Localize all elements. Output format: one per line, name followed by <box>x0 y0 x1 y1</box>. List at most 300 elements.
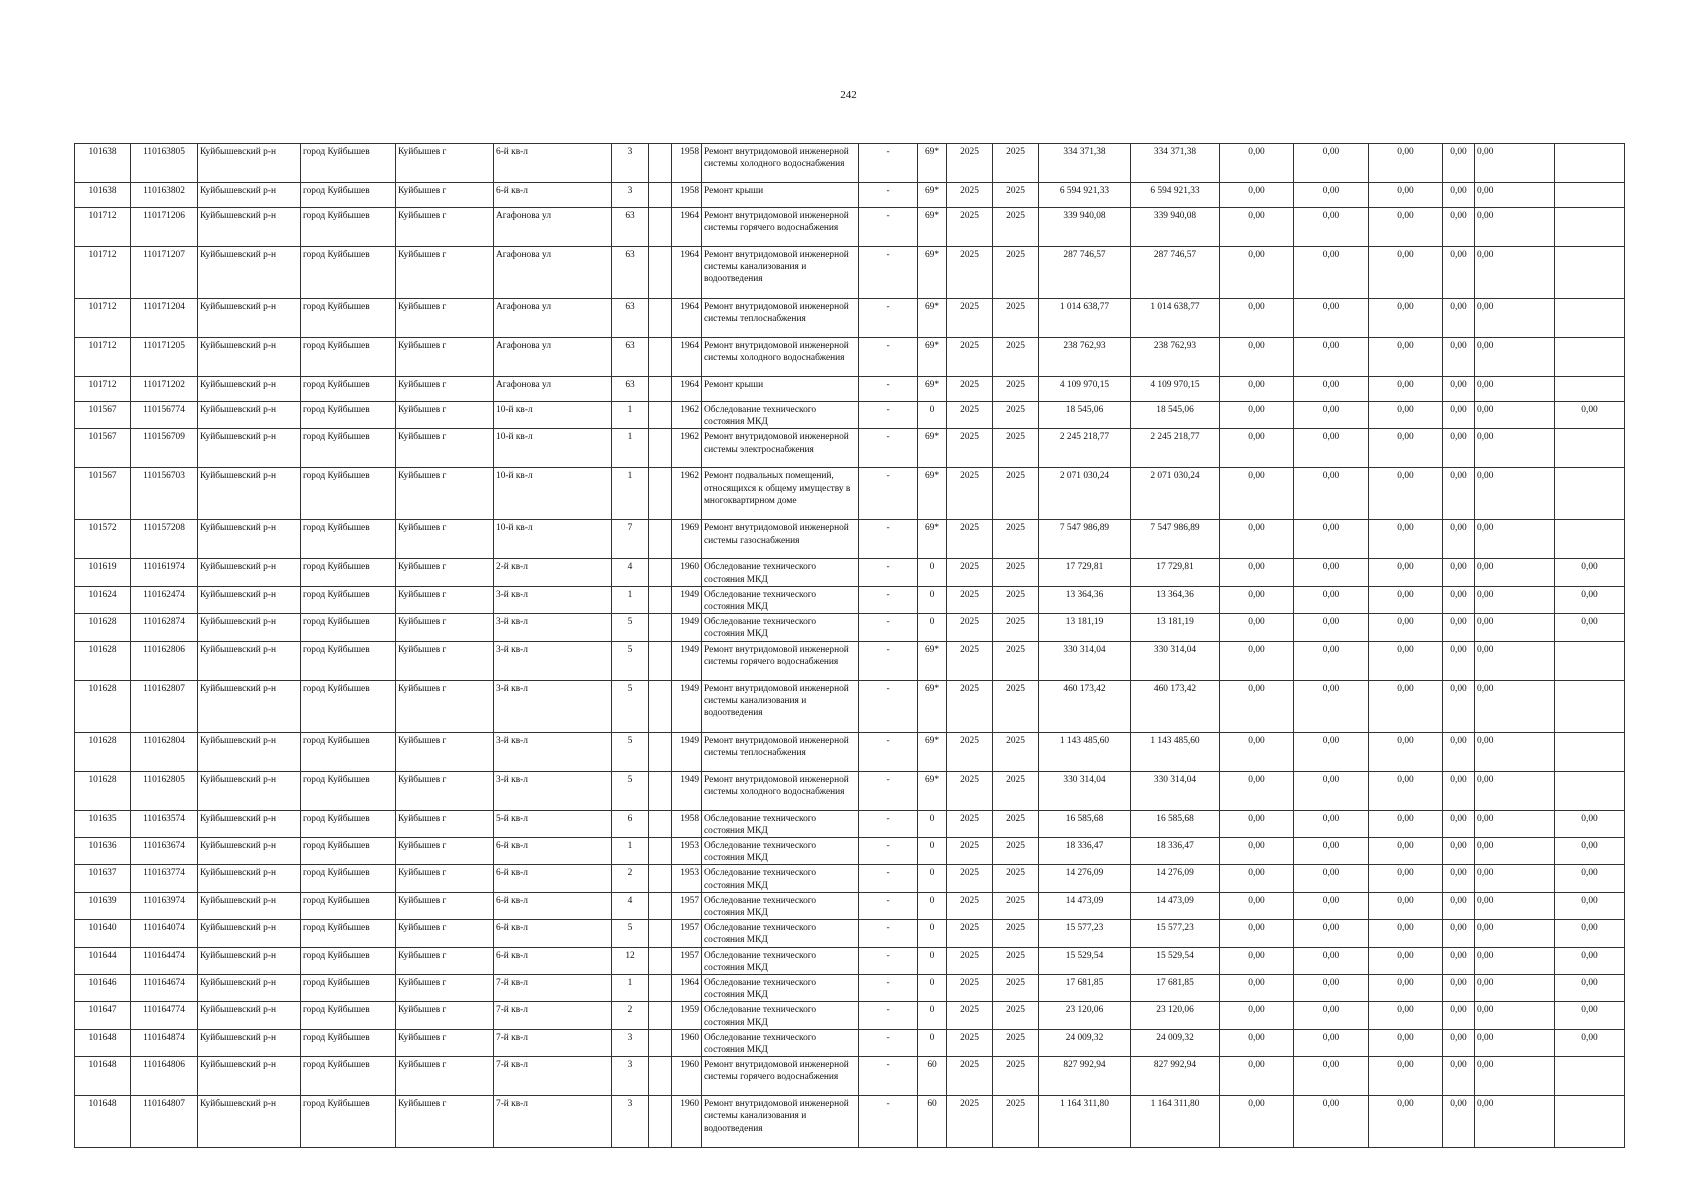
municipality-cell: город Куйбышев <box>301 247 396 299</box>
value-cell-1: 0,00 <box>1220 680 1294 732</box>
value-cell-1: 0,00 <box>1220 299 1294 338</box>
locality-cell: Куйбышев г <box>396 680 494 732</box>
fund-cost-cell: 4 109 970,15 <box>1131 377 1220 402</box>
value-cell-6 <box>1555 732 1625 771</box>
fund-cost-cell: 14 473,09 <box>1131 892 1220 919</box>
house-id-cell: 101628 <box>75 641 131 680</box>
value-cell-5: 0,00 <box>1475 771 1555 810</box>
house-number-cell: 5 <box>612 614 649 641</box>
house-number-cell: 1 <box>612 402 649 429</box>
street-cell: Агафонова ул <box>494 338 612 377</box>
dash-cell: - <box>859 208 918 247</box>
fund-cost-cell: 13 181,19 <box>1131 614 1220 641</box>
house-id-cell: 101628 <box>75 614 131 641</box>
fund-cost-cell: 330 314,04 <box>1131 771 1220 810</box>
municipality-cell: город Куйбышев <box>301 1096 396 1148</box>
municipality-cell: город Куйбышев <box>301 429 396 468</box>
house-number-cell: 6 <box>612 810 649 837</box>
district-cell: Куйбышевский р-н <box>198 183 301 208</box>
work-code-cell: 110164806 <box>131 1057 198 1096</box>
table-row <box>75 1002 1625 1029</box>
value-cell-3: 0,00 <box>1369 429 1443 468</box>
value-cell-4: 0,00 <box>1443 838 1475 865</box>
dash-cell: - <box>859 614 918 641</box>
locality-cell: Куйбышев г <box>396 559 494 586</box>
fund-cost-cell: 23 120,06 <box>1131 1002 1220 1029</box>
work-code-cell: 110156774 <box>131 402 198 429</box>
value-cell-5: 0,00 <box>1475 520 1555 559</box>
wear-norm-cell: 0 <box>918 975 947 1002</box>
wear-norm-cell: 69* <box>918 338 947 377</box>
value-cell-2: 0,00 <box>1294 247 1369 299</box>
value-cell-1: 0,00 <box>1220 377 1294 402</box>
house-id-cell: 101619 <box>75 559 131 586</box>
work-code-cell: 110162807 <box>131 680 198 732</box>
work-type-cell: Ремонт внутридомовой инженерной системы теплоснабжения <box>702 299 859 338</box>
work-type-cell: Ремонт внутридомовой инженерной системы канализования и водоотведения <box>702 247 859 299</box>
start-year-cell: 2025 <box>947 183 993 208</box>
dash-cell: - <box>859 468 918 520</box>
end-year-cell: 2025 <box>993 865 1039 892</box>
value-cell-6 <box>1555 680 1625 732</box>
work-code-cell: 110164874 <box>131 1029 198 1056</box>
value-cell-3: 0,00 <box>1369 520 1443 559</box>
value-cell-3: 0,00 <box>1369 732 1443 771</box>
table-row <box>75 1029 1625 1056</box>
value-cell-3: 0,00 <box>1369 1002 1443 1029</box>
value-cell-2: 0,00 <box>1294 144 1369 183</box>
value-cell-4: 0,00 <box>1443 680 1475 732</box>
dash-cell: - <box>859 771 918 810</box>
house-number-cell: 5 <box>612 771 649 810</box>
table-row <box>75 559 1625 586</box>
table-row <box>75 975 1625 1002</box>
district-cell: Куйбышевский р-н <box>198 771 301 810</box>
value-cell-5: 0,00 <box>1475 468 1555 520</box>
district-cell: Куйбышевский р-н <box>198 641 301 680</box>
build-year-cell: 1949 <box>672 641 702 680</box>
municipality-cell: город Куйбышев <box>301 614 396 641</box>
total-cost-cell: 6 594 921,33 <box>1039 183 1131 208</box>
value-cell-4: 0,00 <box>1443 208 1475 247</box>
value-cell-5: 0,00 <box>1475 1002 1555 1029</box>
start-year-cell: 2025 <box>947 338 993 377</box>
locality-cell: Куйбышев г <box>396 771 494 810</box>
table-row <box>75 1057 1625 1096</box>
value-cell-6: 0,00 <box>1555 865 1625 892</box>
house-number-cell: 63 <box>612 377 649 402</box>
value-cell-2: 0,00 <box>1294 641 1369 680</box>
start-year-cell: 2025 <box>947 299 993 338</box>
dash-cell: - <box>859 429 918 468</box>
dash-cell: - <box>859 1057 918 1096</box>
table-row <box>75 892 1625 919</box>
build-year-cell: 1949 <box>672 680 702 732</box>
value-cell-6 <box>1555 468 1625 520</box>
locality-cell: Куйбышев г <box>396 975 494 1002</box>
value-cell-2: 0,00 <box>1294 1057 1369 1096</box>
value-cell-1: 0,00 <box>1220 771 1294 810</box>
district-cell: Куйбышевский р-н <box>198 614 301 641</box>
start-year-cell: 2025 <box>947 1057 993 1096</box>
municipality-cell: город Куйбышев <box>301 732 396 771</box>
fund-cost-cell: 13 364,36 <box>1131 586 1220 613</box>
value-cell-1: 0,00 <box>1220 641 1294 680</box>
fund-cost-cell: 18 545,06 <box>1131 402 1220 429</box>
value-cell-5: 0,00 <box>1475 680 1555 732</box>
value-cell-1: 0,00 <box>1220 838 1294 865</box>
value-cell-1: 0,00 <box>1220 920 1294 947</box>
value-cell-6 <box>1555 299 1625 338</box>
value-cell-5: 0,00 <box>1475 920 1555 947</box>
value-cell-4: 0,00 <box>1443 183 1475 208</box>
build-year-cell: 1962 <box>672 429 702 468</box>
work-code-cell: 110171205 <box>131 338 198 377</box>
street-cell: 6-й кв-л <box>494 947 612 974</box>
work-type-cell: Ремонт внутридомовой инженерной системы горячего водоснабжения <box>702 641 859 680</box>
total-cost-cell: 2 071 030,24 <box>1039 468 1131 520</box>
end-year-cell: 2025 <box>993 680 1039 732</box>
build-year-cell: 1964 <box>672 377 702 402</box>
district-cell: Куйбышевский р-н <box>198 865 301 892</box>
fund-cost-cell: 7 547 986,89 <box>1131 520 1220 559</box>
district-cell: Куйбышевский р-н <box>198 810 301 837</box>
work-code-cell: 110163674 <box>131 838 198 865</box>
start-year-cell: 2025 <box>947 402 993 429</box>
table-row <box>75 402 1625 429</box>
house-number-cell: 1 <box>612 586 649 613</box>
page-number: 242 <box>840 89 857 101</box>
build-year-cell: 1949 <box>672 614 702 641</box>
work-type-cell: Ремонт внутридомовой инженерной системы холодного водоснабжения <box>702 144 859 183</box>
build-year-cell: 1959 <box>672 1002 702 1029</box>
value-cell-3: 0,00 <box>1369 838 1443 865</box>
value-cell-5: 0,00 <box>1475 559 1555 586</box>
build-year-cell: 1964 <box>672 975 702 1002</box>
value-cell-4: 0,00 <box>1443 144 1475 183</box>
value-cell-2: 0,00 <box>1294 975 1369 1002</box>
table-row <box>75 247 1625 299</box>
municipality-cell: город Куйбышев <box>301 183 396 208</box>
building-cell <box>649 947 672 974</box>
start-year-cell: 2025 <box>947 680 993 732</box>
table-row <box>75 144 1625 183</box>
end-year-cell: 2025 <box>993 144 1039 183</box>
value-cell-3: 0,00 <box>1369 247 1443 299</box>
locality-cell: Куйбышев г <box>396 732 494 771</box>
dash-cell: - <box>859 1096 918 1148</box>
house-id-cell: 101636 <box>75 838 131 865</box>
build-year-cell: 1957 <box>672 892 702 919</box>
wear-norm-cell: 0 <box>918 810 947 837</box>
value-cell-2: 0,00 <box>1294 810 1369 837</box>
table-row <box>75 920 1625 947</box>
table-row <box>75 377 1625 402</box>
build-year-cell: 1949 <box>672 732 702 771</box>
table-row <box>75 1096 1625 1148</box>
total-cost-cell: 23 120,06 <box>1039 1002 1131 1029</box>
value-cell-6 <box>1555 429 1625 468</box>
fund-cost-cell: 460 173,42 <box>1131 680 1220 732</box>
value-cell-6 <box>1555 247 1625 299</box>
build-year-cell: 1953 <box>672 838 702 865</box>
work-code-cell: 110162874 <box>131 614 198 641</box>
district-cell: Куйбышевский р-н <box>198 299 301 338</box>
total-cost-cell: 18 336,47 <box>1039 838 1131 865</box>
value-cell-1: 0,00 <box>1220 144 1294 183</box>
work-code-cell: 110156703 <box>131 468 198 520</box>
house-id-cell: 101628 <box>75 732 131 771</box>
value-cell-4: 0,00 <box>1443 429 1475 468</box>
house-number-cell: 63 <box>612 299 649 338</box>
value-cell-1: 0,00 <box>1220 468 1294 520</box>
table-row <box>75 208 1625 247</box>
total-cost-cell: 1 014 638,77 <box>1039 299 1131 338</box>
value-cell-1: 0,00 <box>1220 810 1294 837</box>
value-cell-3: 0,00 <box>1369 402 1443 429</box>
locality-cell: Куйбышев г <box>396 208 494 247</box>
value-cell-1: 0,00 <box>1220 247 1294 299</box>
house-id-cell: 101624 <box>75 586 131 613</box>
value-cell-3: 0,00 <box>1369 680 1443 732</box>
work-type-cell: Обследование технического состояния МКД <box>702 865 859 892</box>
street-cell: 3-й кв-л <box>494 771 612 810</box>
building-cell <box>649 1002 672 1029</box>
start-year-cell: 2025 <box>947 1029 993 1056</box>
value-cell-4: 0,00 <box>1443 947 1475 974</box>
table-row <box>75 183 1625 208</box>
street-cell: 6-й кв-л <box>494 920 612 947</box>
house-id-cell: 101648 <box>75 1096 131 1148</box>
wear-norm-cell: 69* <box>918 468 947 520</box>
wear-norm-cell: 69* <box>918 680 947 732</box>
build-year-cell: 1964 <box>672 247 702 299</box>
value-cell-1: 0,00 <box>1220 1057 1294 1096</box>
work-code-cell: 110162806 <box>131 641 198 680</box>
wear-norm-cell: 0 <box>918 838 947 865</box>
value-cell-1: 0,00 <box>1220 208 1294 247</box>
build-year-cell: 1960 <box>672 1096 702 1148</box>
start-year-cell: 2025 <box>947 586 993 613</box>
total-cost-cell: 24 009,32 <box>1039 1029 1131 1056</box>
locality-cell: Куйбышев г <box>396 338 494 377</box>
street-cell: Агафонова ул <box>494 377 612 402</box>
value-cell-6: 0,00 <box>1555 614 1625 641</box>
wear-norm-cell: 60 <box>918 1096 947 1148</box>
wear-norm-cell: 69* <box>918 520 947 559</box>
work-type-cell: Обследование технического состояния МКД <box>702 402 859 429</box>
municipality-cell: город Куйбышев <box>301 771 396 810</box>
value-cell-6: 0,00 <box>1555 975 1625 1002</box>
work-type-cell: Ремонт внутридомовой инженерной системы газоснабжения <box>702 520 859 559</box>
build-year-cell: 1962 <box>672 402 702 429</box>
district-cell: Куйбышевский р-н <box>198 1057 301 1096</box>
work-type-cell: Ремонт внутридомовой инженерной системы холодного водоснабжения <box>702 338 859 377</box>
value-cell-4: 0,00 <box>1443 865 1475 892</box>
value-cell-5: 0,00 <box>1475 586 1555 613</box>
district-cell: Куйбышевский р-н <box>198 338 301 377</box>
end-year-cell: 2025 <box>993 208 1039 247</box>
house-number-cell: 1 <box>612 429 649 468</box>
total-cost-cell: 4 109 970,15 <box>1039 377 1131 402</box>
wear-norm-cell: 0 <box>918 1029 947 1056</box>
build-year-cell: 1960 <box>672 1029 702 1056</box>
table-body <box>75 144 1625 1148</box>
fund-cost-cell: 15 529,54 <box>1131 947 1220 974</box>
total-cost-cell: 17 681,85 <box>1039 975 1131 1002</box>
value-cell-6 <box>1555 771 1625 810</box>
building-cell <box>649 975 672 1002</box>
building-cell <box>649 520 672 559</box>
work-code-cell: 110163802 <box>131 183 198 208</box>
work-type-cell: Обследование технического состояния МКД <box>702 920 859 947</box>
work-type-cell: Обследование технического состояния МКД <box>702 1029 859 1056</box>
dash-cell: - <box>859 975 918 1002</box>
work-code-cell: 110171207 <box>131 247 198 299</box>
house-number-cell: 5 <box>612 732 649 771</box>
value-cell-1: 0,00 <box>1220 429 1294 468</box>
start-year-cell: 2025 <box>947 732 993 771</box>
value-cell-6 <box>1555 520 1625 559</box>
district-cell: Куйбышевский р-н <box>198 680 301 732</box>
wear-norm-cell: 69* <box>918 144 947 183</box>
work-type-cell: Обследование технического состояния МКД <box>702 586 859 613</box>
work-code-cell: 110161974 <box>131 559 198 586</box>
end-year-cell: 2025 <box>993 183 1039 208</box>
value-cell-5: 0,00 <box>1475 338 1555 377</box>
locality-cell: Куйбышев г <box>396 1057 494 1096</box>
district-cell: Куйбышевский р-н <box>198 1029 301 1056</box>
table-row <box>75 299 1625 338</box>
value-cell-4: 0,00 <box>1443 771 1475 810</box>
house-id-cell: 101712 <box>75 338 131 377</box>
house-id-cell: 101635 <box>75 810 131 837</box>
table-row <box>75 429 1625 468</box>
table-row <box>75 771 1625 810</box>
value-cell-3: 0,00 <box>1369 614 1443 641</box>
table-row <box>75 586 1625 613</box>
street-cell: 10-й кв-л <box>494 520 612 559</box>
value-cell-5: 0,00 <box>1475 183 1555 208</box>
wear-norm-cell: 69* <box>918 377 947 402</box>
end-year-cell: 2025 <box>993 975 1039 1002</box>
municipality-cell: город Куйбышев <box>301 920 396 947</box>
value-cell-4: 0,00 <box>1443 402 1475 429</box>
table-row <box>75 810 1625 837</box>
work-code-cell: 110164474 <box>131 947 198 974</box>
building-cell <box>649 144 672 183</box>
district-cell: Куйбышевский р-н <box>198 559 301 586</box>
municipality-cell: город Куйбышев <box>301 810 396 837</box>
building-cell <box>649 1057 672 1096</box>
dash-cell: - <box>859 810 918 837</box>
end-year-cell: 2025 <box>993 1057 1039 1096</box>
house-number-cell: 5 <box>612 680 649 732</box>
building-cell <box>649 641 672 680</box>
dash-cell: - <box>859 559 918 586</box>
value-cell-1: 0,00 <box>1220 865 1294 892</box>
value-cell-5: 0,00 <box>1475 1057 1555 1096</box>
value-cell-5: 0,00 <box>1475 838 1555 865</box>
street-cell: 3-й кв-л <box>494 680 612 732</box>
total-cost-cell: 15 577,23 <box>1039 920 1131 947</box>
total-cost-cell: 14 473,09 <box>1039 892 1131 919</box>
build-year-cell: 1958 <box>672 144 702 183</box>
value-cell-6: 0,00 <box>1555 810 1625 837</box>
house-id-cell: 101628 <box>75 680 131 732</box>
table-row <box>75 614 1625 641</box>
work-type-cell: Обследование технического состояния МКД <box>702 614 859 641</box>
house-number-cell: 3 <box>612 183 649 208</box>
locality-cell: Куйбышев г <box>396 892 494 919</box>
municipality-cell: город Куйбышев <box>301 468 396 520</box>
municipality-cell: город Куйбышев <box>301 299 396 338</box>
house-number-cell: 3 <box>612 1029 649 1056</box>
locality-cell: Куйбышев г <box>396 377 494 402</box>
build-year-cell: 1949 <box>672 586 702 613</box>
fund-cost-cell: 2 071 030,24 <box>1131 468 1220 520</box>
value-cell-6: 0,00 <box>1555 1002 1625 1029</box>
building-cell <box>649 586 672 613</box>
end-year-cell: 2025 <box>993 377 1039 402</box>
build-year-cell: 1957 <box>672 947 702 974</box>
district-cell: Куйбышевский р-н <box>198 429 301 468</box>
work-code-cell: 110157208 <box>131 520 198 559</box>
house-number-cell: 63 <box>612 247 649 299</box>
locality-cell: Куйбышев г <box>396 1096 494 1148</box>
value-cell-6 <box>1555 144 1625 183</box>
value-cell-1: 0,00 <box>1220 402 1294 429</box>
district-cell: Куйбышевский р-н <box>198 586 301 613</box>
start-year-cell: 2025 <box>947 520 993 559</box>
value-cell-4: 0,00 <box>1443 1029 1475 1056</box>
wear-norm-cell: 0 <box>918 892 947 919</box>
locality-cell: Куйбышев г <box>396 520 494 559</box>
end-year-cell: 2025 <box>993 732 1039 771</box>
locality-cell: Куйбышев г <box>396 920 494 947</box>
work-code-cell: 110164674 <box>131 975 198 1002</box>
value-cell-3: 0,00 <box>1369 377 1443 402</box>
municipality-cell: город Куйбышев <box>301 680 396 732</box>
wear-norm-cell: 69* <box>918 771 947 810</box>
value-cell-6: 0,00 <box>1555 586 1625 613</box>
building-cell <box>649 865 672 892</box>
value-cell-3: 0,00 <box>1369 641 1443 680</box>
start-year-cell: 2025 <box>947 892 993 919</box>
locality-cell: Куйбышев г <box>396 183 494 208</box>
street-cell: 10-й кв-л <box>494 402 612 429</box>
work-code-cell: 110163774 <box>131 865 198 892</box>
work-type-cell: Обследование технического состояния МКД <box>702 838 859 865</box>
value-cell-6 <box>1555 208 1625 247</box>
value-cell-4: 0,00 <box>1443 1057 1475 1096</box>
value-cell-3: 0,00 <box>1369 771 1443 810</box>
value-cell-4: 0,00 <box>1443 338 1475 377</box>
value-cell-6 <box>1555 377 1625 402</box>
wear-norm-cell: 0 <box>918 865 947 892</box>
value-cell-3: 0,00 <box>1369 1096 1443 1148</box>
dash-cell: - <box>859 838 918 865</box>
value-cell-2: 0,00 <box>1294 520 1369 559</box>
building-cell <box>649 468 672 520</box>
locality-cell: Куйбышев г <box>396 838 494 865</box>
house-id-cell: 101639 <box>75 892 131 919</box>
value-cell-5: 0,00 <box>1475 299 1555 338</box>
end-year-cell: 2025 <box>993 1096 1039 1148</box>
dash-cell: - <box>859 586 918 613</box>
street-cell: 6-й кв-л <box>494 865 612 892</box>
street-cell: 10-й кв-л <box>494 468 612 520</box>
